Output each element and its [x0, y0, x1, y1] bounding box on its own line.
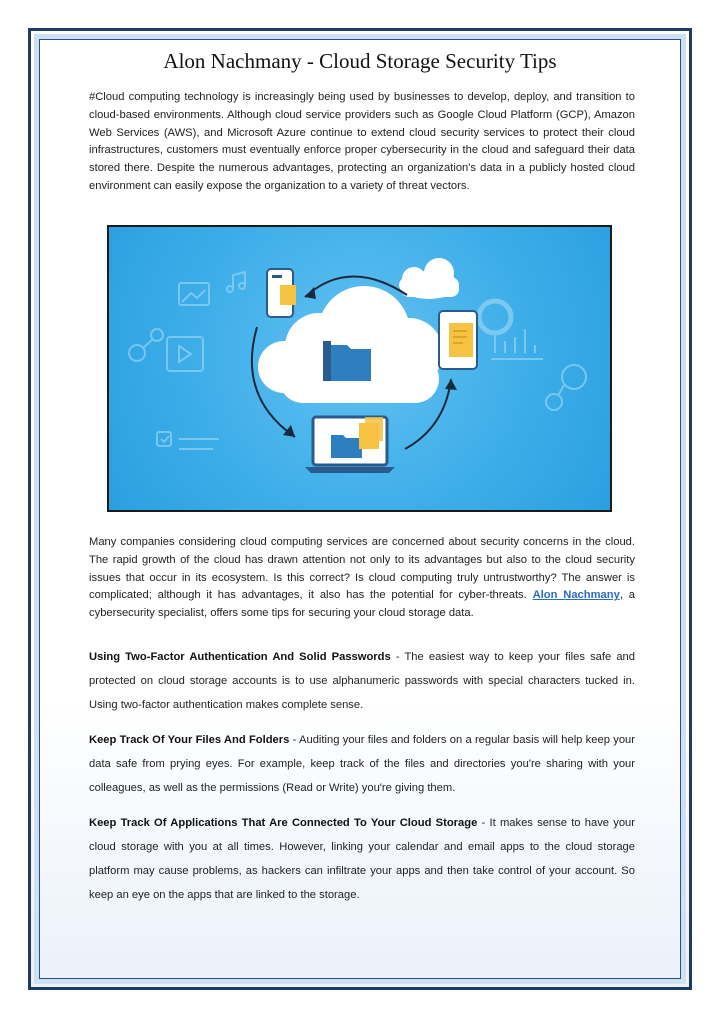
- author-link[interactable]: Alon Nachmany: [532, 589, 620, 602]
- tip-connected-apps: [89, 811, 635, 907]
- tip-text: - Auditing your files and folders on a regular basis will help keep your data safe from prying eyes. For example, keep track of the files and directories you're sharing with your colleagues, as well as the permissions (Read or Write) you're giving them.: [89, 734, 635, 794]
- tablet-right-icon: [439, 311, 477, 369]
- graph-node-icon: [562, 365, 586, 389]
- tip-two-factor: [89, 645, 635, 717]
- cloud-storage-illustration: [107, 225, 612, 512]
- phone-left-icon: [267, 269, 296, 317]
- play-window-icon: [167, 337, 203, 371]
- tip-heading: Keep Track Of Your Files And Folders: [89, 734, 290, 746]
- tip-files-folders: [89, 728, 635, 800]
- body-text-after-link: , a cybersecurity specialist, offers some tips for securing your cloud storage data.: [89, 589, 635, 620]
- intro-paragraph: #Cloud computing technology is increasingly being used by businesses to develop, deploy, and transition to cloud-based environments. Although cloud service providers such as Google Cloud Platform (GCP), Amazon Web Services (AWS), and Microsoft Azure continue to extend cloud security services to protect their cloud infrastructures, customers must eventually enforce proper cybersecurity in the cloud and safeguard their data stored there. Despite the numerous advantages, protecting an organization's data in a publicly hosted cloud environment can easily expose the organization to a variety of threat vectors.: [89, 91, 635, 192]
- small-cloud-icon: [399, 258, 459, 299]
- play-icon: [179, 346, 191, 362]
- tip-heading: Keep Track Of Applications That Are Connected To Your Cloud Storage: [89, 817, 478, 829]
- image-icon-mountain: [182, 290, 205, 302]
- tip-text: - The easiest way to keep your files safe and protected on cloud storage accounts is to use alphanumeric passwords with special characters tucked in. Using two-factor authentication makes complete sense.: [89, 651, 635, 711]
- body-text-before-link: Many companies considering cloud computing services are concerned about security concerns in the cloud. The rapid growth of the cloud has drawn attention not only to its advantages but also to the cloud security issues that occur in its ecosystem. Is this correct? Is cloud computing truly untrustworthy? The answer is complicated; although it has advantages, it also has the potential for cyber-threats.: [89, 536, 635, 602]
- cloud-storage-svg: [109, 227, 610, 510]
- page-frame: [28, 28, 692, 990]
- page-title: Alon Nachmany - Cloud Storage Security Tips: [163, 49, 557, 73]
- laptop-icon: [305, 417, 395, 473]
- pie-chart-icon: [479, 301, 511, 333]
- tip-heading: Using Two-Factor Authentication And Solid Passwords: [89, 651, 391, 663]
- body-paragraph: [89, 534, 635, 623]
- tip-text: - It makes sense to have your cloud storage with you at all times. However, linking your calendar and email apps to the cloud storage platform may cause problems, as hackers can infiltrate your apps and then take control of your account. So keep an eye on the apps that are linked to the storage.: [89, 817, 636, 901]
- checklist-icon: [157, 432, 171, 446]
